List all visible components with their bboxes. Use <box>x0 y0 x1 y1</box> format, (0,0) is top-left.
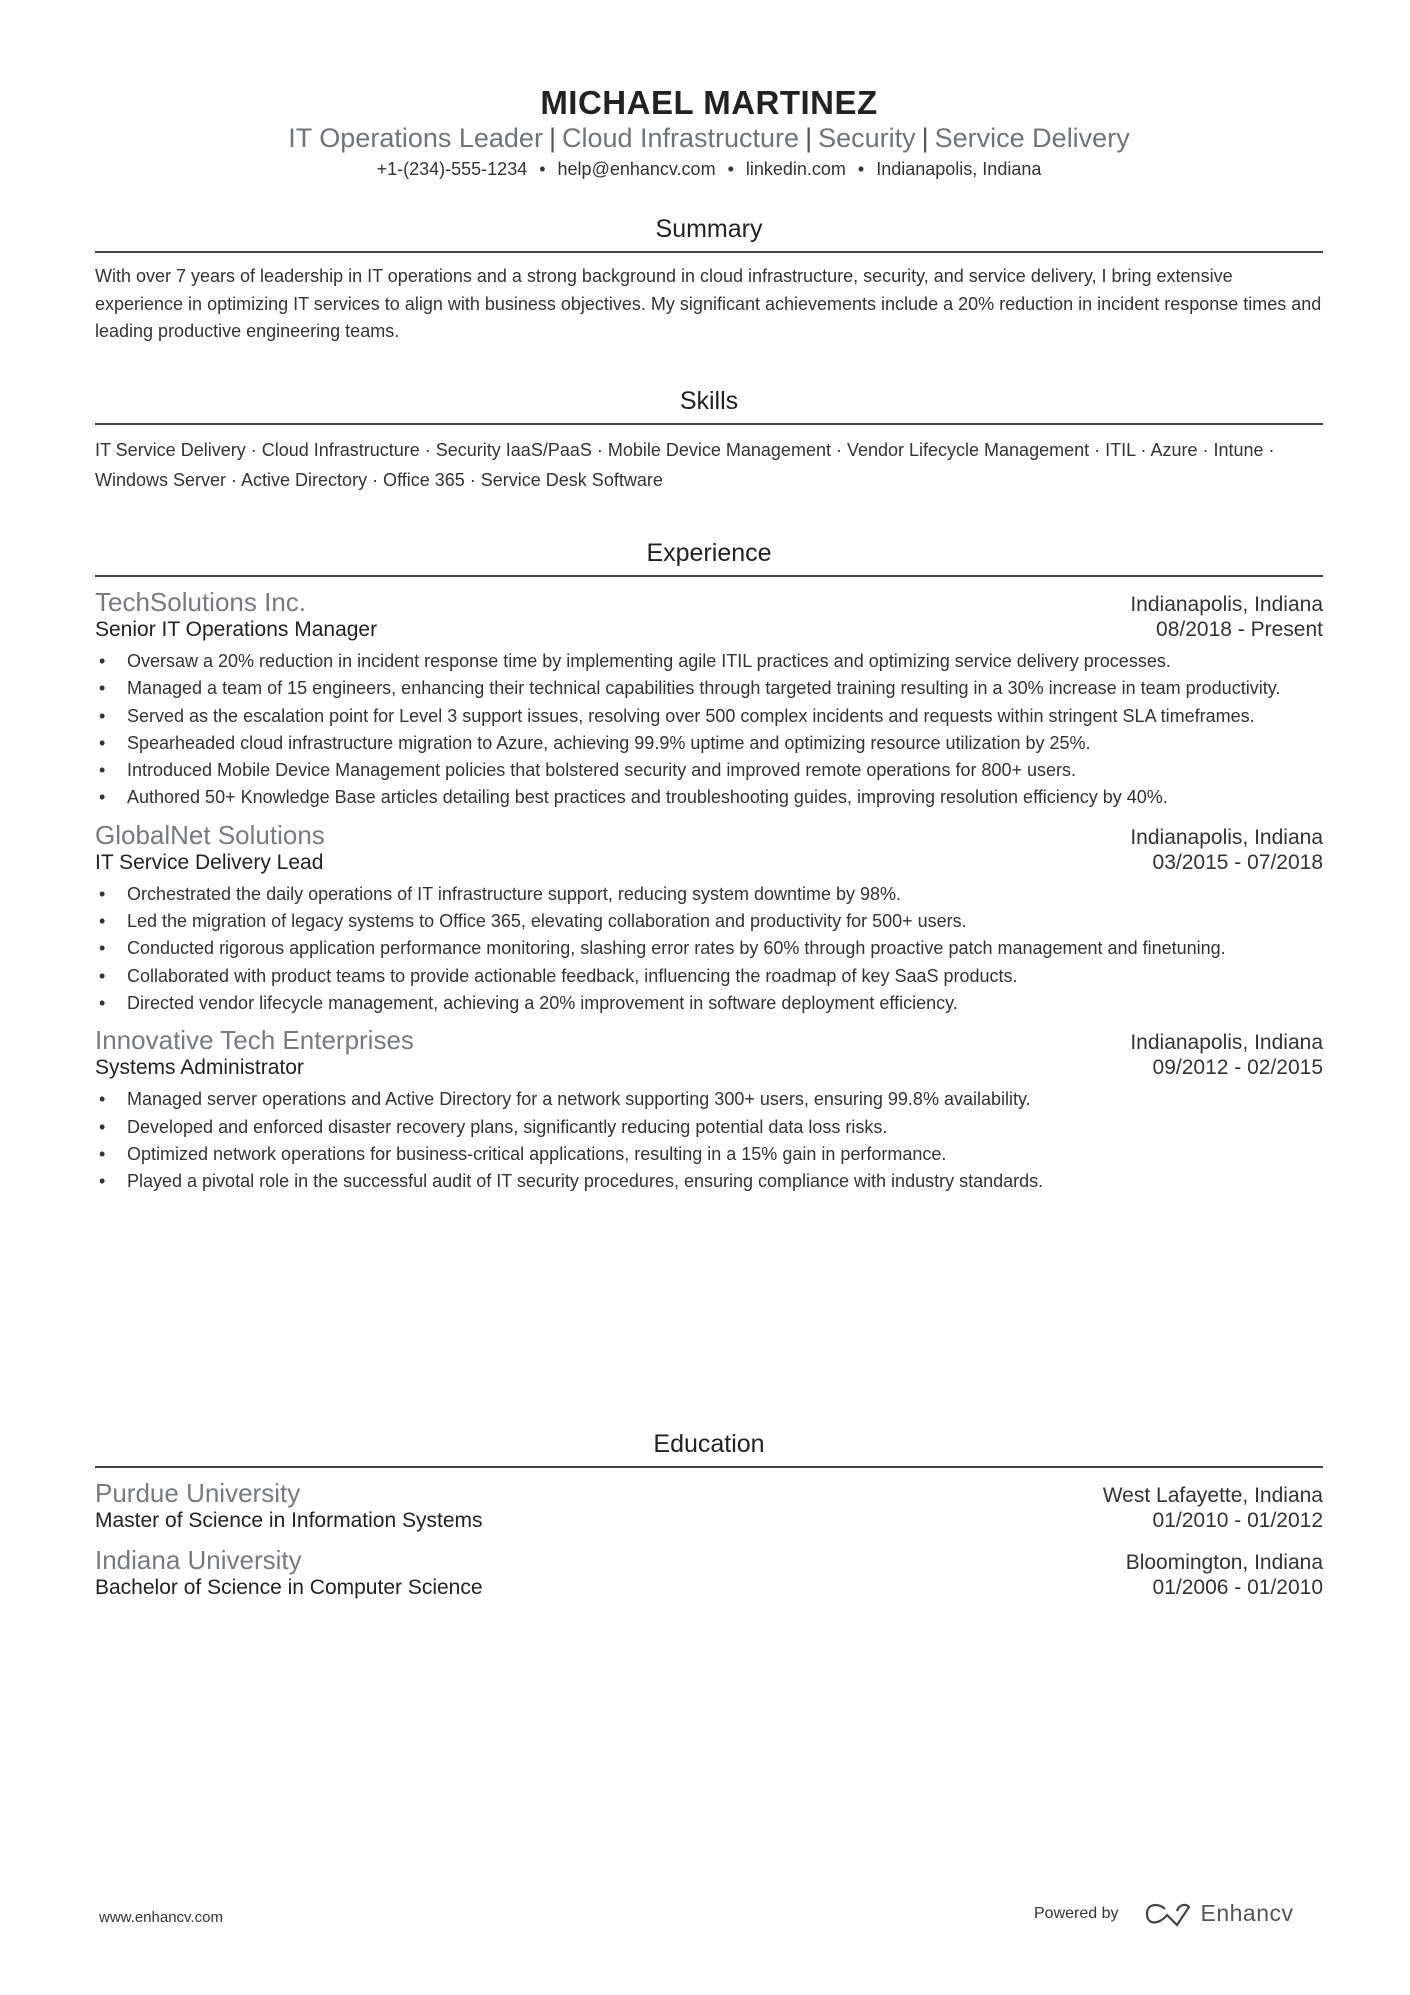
job-location: Indianapolis, Indiana <box>1130 593 1323 616</box>
education-dates: 01/2010 - 01/2012 <box>1152 1509 1323 1532</box>
skills-section <box>95 387 1323 495</box>
divider <box>95 251 1323 253</box>
separator: | <box>805 123 813 153</box>
section-title: Summary <box>655 215 763 243</box>
company-name: Innovative Tech Enterprises <box>95 1025 414 1056</box>
job-dates: 03/2015 - 07/2018 <box>1152 850 1323 874</box>
bullet-item: • Directed vendor lifecycle management, achieving a 20% improvement in software deployment efficiency. <box>95 990 1323 1017</box>
bullet-item: • Spearheaded cloud infrastructure migration to Azure, achieving 99.9% uptime and optimizing resource utilization by 25%. <box>95 730 1323 757</box>
headline-item: IT Operations Leader <box>288 123 543 153</box>
section-title: Education <box>653 1430 765 1458</box>
separator: | <box>921 123 929 153</box>
summary-text: With over 7 years of leadership in IT operations and a strong background in cloud infrastructure, security, and service delivery, I bring extensive experience in optimizing IT services to align with business objectives. My significant achievements include a 20% reduction in incident response times and leading productive engineering teams. <box>95 266 1322 341</box>
school-name: Indiana University <box>95 1545 302 1575</box>
company-name: GlobalNet Solutions <box>95 819 325 850</box>
powered-by-label: Powered by <box>1034 1904 1119 1922</box>
job-entry <box>95 587 1323 812</box>
bullet-item: • Authored 50+ Knowledge Base articles detailing best practices and troubleshooting guides, improving resolution efficiency by 40%. <box>95 784 1323 811</box>
powered-by <box>1034 1900 1294 1927</box>
job-bullets <box>95 648 1323 812</box>
degree: Master of Science in Information Systems <box>95 1509 483 1532</box>
brand-name: Enhancv <box>1200 1900 1294 1926</box>
job-bullets <box>95 1086 1323 1195</box>
dot-separator: • <box>727 159 734 179</box>
job-location: Indianapolis, Indiana <box>1130 1031 1323 1055</box>
bullet-item: • Managed server operations and Active Directory for a network supporting 300+ users, ensuring 99.8% availability. <box>95 1086 1323 1113</box>
headline <box>95 123 1323 154</box>
education-dates: 01/2006 - 01/2010 <box>1152 1576 1323 1599</box>
bullet-item: • Optimized network operations for business-critical applications, resulting in a 15% gain in performance. <box>95 1141 1323 1168</box>
linkedin-link[interactable]: linkedin.com <box>745 159 846 179</box>
school-location: Bloomington, Indiana <box>1125 1551 1323 1574</box>
bullet-item: • Led the migration of legacy systems to Office 365, elevating collaboration and productivity for 500+ users. <box>95 908 1323 935</box>
headline-item: Service Delivery <box>934 123 1130 153</box>
separator: | <box>548 123 556 153</box>
section-title: Skills <box>679 387 739 415</box>
headline-item: Security <box>818 123 916 153</box>
bullet-item: • Collaborated with product teams to provide actionable feedback, influencing the roadmap of key SaaS products. <box>95 963 1323 990</box>
divider <box>95 1466 1323 1468</box>
contact-info <box>95 159 1323 180</box>
job-role: Systems Administrator <box>95 1056 304 1080</box>
website-link[interactable]: www.enhancv.com <box>99 1909 223 1926</box>
job-entry <box>95 820 1323 1017</box>
education-entry <box>95 1478 1323 1533</box>
job-location: Indianapolis, Indiana <box>1130 825 1323 849</box>
location: Indianapolis, Indiana <box>876 159 1042 179</box>
skills-text: IT Service Delivery · Cloud Infrastructure · Security IaaS/PaaS · Mobile Device Management · Vendor Lifecycle Management · ITIL · Azure · Intune · Windows Server · Active Directory · Office 365 · Service Desk Software <box>95 440 1275 490</box>
phone: +1-(234)-555-1234 <box>376 159 528 179</box>
email-link[interactable]: help@enhancv.com <box>557 159 716 179</box>
job-dates: 09/2012 - 02/2015 <box>1152 1056 1323 1080</box>
education-section <box>95 1430 1323 1612</box>
school-name: Purdue University <box>95 1478 301 1508</box>
job-dates: 08/2018 - Present <box>1156 618 1323 641</box>
bullet-item: • Played a pivotal role in the successful audit of IT security procedures, ensuring compliance with industry standards. <box>95 1168 1323 1195</box>
bullet-item: • Managed a team of 15 engineers, enhancing their technical capabilities through targeted training resulting in a 30% increase in team productivity. <box>95 675 1323 702</box>
bullet-item: • Conducted rigorous application performance monitoring, slashing error rates by 60% through proactive patch management and finetuning. <box>95 935 1323 962</box>
section-title: Experience <box>646 539 772 567</box>
job-role: Senior IT Operations Manager <box>95 618 378 641</box>
job-entry <box>95 1025 1323 1195</box>
bullet-item: • Orchestrated the daily operations of IT infrastructure support, reducing system downtime by 98%. <box>95 881 1323 908</box>
bullet-item: • Introduced Mobile Device Management policies that bolstered security and improved remote operations for 800+ users. <box>95 757 1323 784</box>
bullet-item: • Oversaw a 20% reduction in incident response time by implementing agile ITIL practices and optimizing service delivery processes. <box>95 648 1323 675</box>
bullet-item: • Developed and enforced disaster recovery plans, significantly reducing potential data loss risks. <box>95 1114 1323 1141</box>
divider <box>95 423 1323 425</box>
summary-section <box>95 215 1323 346</box>
enhancv-logo-icon <box>1145 1901 1193 1927</box>
job-bullets <box>95 881 1323 1017</box>
divider <box>95 575 1323 577</box>
headline-item: Cloud Infrastructure <box>561 123 800 153</box>
experience-section <box>95 539 1323 1203</box>
bullet-item: • Served as the escalation point for Level 3 support issues, resolving over 500 complex incidents and requests within stringent SLA timeframes. <box>95 703 1323 730</box>
degree: Bachelor of Science in Computer Science <box>95 1576 483 1599</box>
candidate-name: MICHAEL MARTINEZ <box>540 84 878 121</box>
company-name: TechSolutions Inc. <box>95 587 307 617</box>
job-role: IT Service Delivery Lead <box>95 850 324 874</box>
dot-separator: • <box>539 159 546 179</box>
education-entry <box>95 1545 1323 1600</box>
school-location: West Lafayette, Indiana <box>1102 1484 1323 1507</box>
dot-separator: • <box>857 159 865 179</box>
